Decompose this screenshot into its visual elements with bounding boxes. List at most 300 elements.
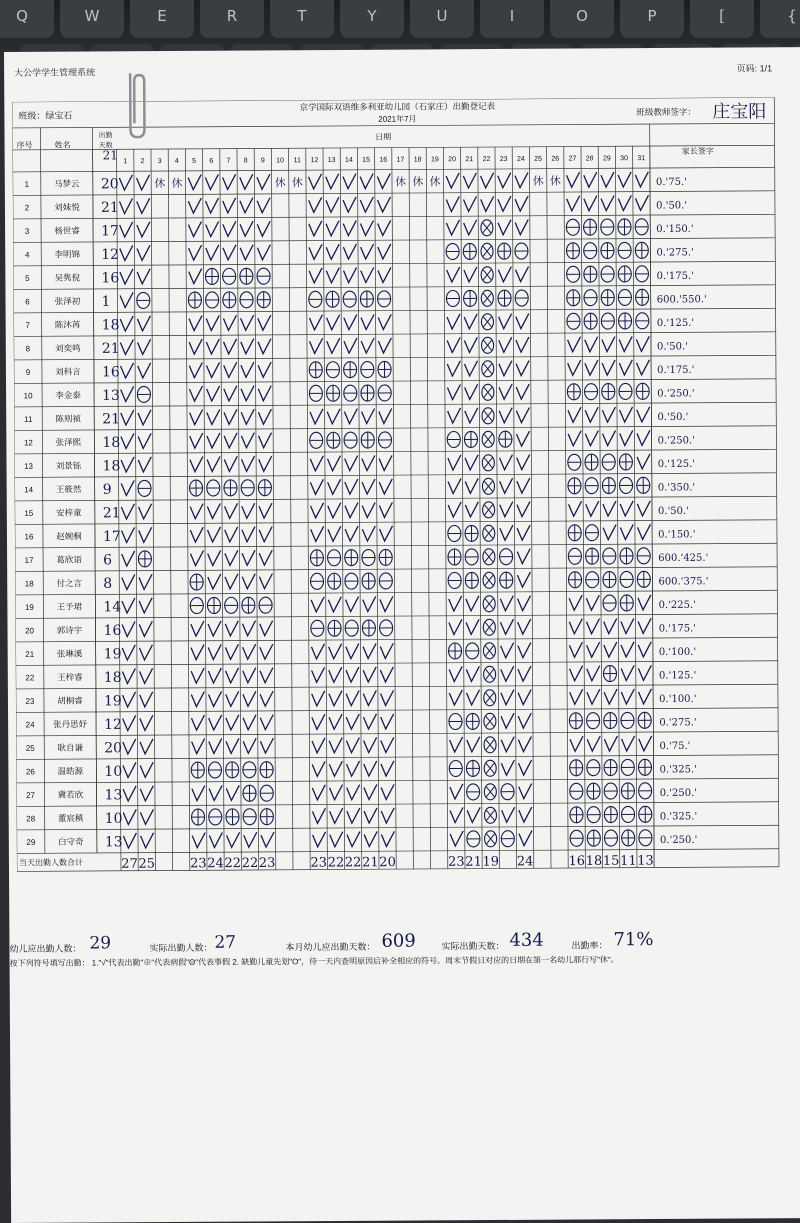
attendance-mark xyxy=(363,643,376,658)
check-mark xyxy=(309,174,322,189)
check-mark xyxy=(498,220,511,235)
check-mark xyxy=(120,339,133,354)
parent-signature: 0.'50.' xyxy=(656,200,688,212)
check-mark xyxy=(209,715,222,730)
student-number: 23 xyxy=(25,696,35,706)
attendance-mark xyxy=(207,386,220,401)
attendance-mark xyxy=(122,668,135,683)
attendance-mark xyxy=(311,597,324,612)
attendance-mark xyxy=(498,290,511,306)
attendance-mark xyxy=(450,737,463,752)
check-mark xyxy=(207,409,220,424)
check-mark xyxy=(518,737,531,752)
attendance-mark xyxy=(205,198,218,213)
attendance-mark xyxy=(259,456,272,471)
check-mark xyxy=(586,595,599,610)
check-mark xyxy=(260,738,273,753)
attendance-mark xyxy=(362,455,375,470)
attendance-days: 17 xyxy=(102,528,121,545)
attendance-mark xyxy=(500,478,513,493)
check-mark xyxy=(329,644,342,659)
student-name: 李金泰 xyxy=(55,390,81,401)
day-number: 6 xyxy=(209,157,214,165)
attendance-mark xyxy=(364,831,377,846)
check-mark xyxy=(584,172,597,187)
attendance-mark xyxy=(258,386,271,401)
daily-total-value: 27 xyxy=(121,856,138,872)
check-mark xyxy=(326,174,339,189)
attendance-mark xyxy=(638,595,651,610)
attendance-mark xyxy=(500,525,513,540)
attendance-mark xyxy=(191,715,204,730)
check-mark xyxy=(499,337,512,352)
check-mark xyxy=(189,339,202,354)
attendance-mark xyxy=(567,290,580,306)
attendance-mark xyxy=(312,667,325,682)
attendance-mark xyxy=(586,572,599,588)
day-number: 10 xyxy=(276,157,284,165)
attendance-mark xyxy=(620,501,633,516)
attendance-mark xyxy=(309,362,322,378)
daily-total-value: 24 xyxy=(207,856,224,872)
grid-line xyxy=(271,148,275,869)
attendance-mark xyxy=(140,809,153,824)
attendance-mark xyxy=(328,550,341,566)
attendance-mark xyxy=(499,408,512,423)
attendance-mark xyxy=(327,456,340,471)
check-mark xyxy=(635,195,648,210)
student-name: 付之言 xyxy=(56,578,83,589)
attendance-mark xyxy=(635,172,648,187)
attendance-mark xyxy=(587,642,600,657)
attendance-mark xyxy=(345,550,358,566)
attendance-mark xyxy=(327,338,340,353)
attendance-mark xyxy=(448,502,461,517)
attendance-mark xyxy=(568,360,581,375)
grid-line xyxy=(16,708,778,713)
grid-line xyxy=(16,731,778,736)
attendance-mark xyxy=(603,431,616,446)
student-number: 25 xyxy=(25,743,35,753)
attendance-mark xyxy=(260,738,273,753)
check-mark xyxy=(311,526,324,541)
student-number: 2 xyxy=(24,203,30,213)
day-number: 19 xyxy=(430,156,439,164)
attendance-mark xyxy=(621,618,634,633)
grid-line xyxy=(16,778,778,783)
attendance-mark xyxy=(190,527,203,542)
check-mark xyxy=(208,574,221,589)
attendance-days: 18 xyxy=(102,434,121,451)
check-mark xyxy=(329,714,342,729)
attendance-mark xyxy=(224,480,237,496)
attendance-mark xyxy=(343,174,356,189)
attendance-mark xyxy=(381,714,394,729)
attendance-mark xyxy=(191,668,204,683)
day-number: 30 xyxy=(620,155,628,163)
attendance-mark xyxy=(446,220,459,235)
attendance-mark xyxy=(568,478,581,494)
attendance-mark xyxy=(567,266,580,282)
attendance-mark xyxy=(466,713,479,729)
check-mark xyxy=(310,409,323,424)
attendance-mark xyxy=(311,526,324,541)
check-mark xyxy=(636,336,649,351)
attendance-mark xyxy=(481,290,493,306)
rest-day-mark: 休 xyxy=(171,176,183,190)
attendance-mark xyxy=(225,527,238,542)
student-name: 张琳溪 xyxy=(56,648,83,659)
check-mark xyxy=(622,736,635,751)
attendance-mark xyxy=(120,339,133,354)
grid-line xyxy=(17,849,779,854)
attendance-mark xyxy=(466,666,479,681)
check-mark xyxy=(501,690,514,705)
check-mark xyxy=(225,574,238,589)
check-mark xyxy=(140,762,153,777)
attendance-mark xyxy=(519,831,532,846)
attendance-mark xyxy=(604,830,617,846)
attendance-mark xyxy=(604,642,617,657)
attendance-mark xyxy=(381,761,394,776)
attendance-mark xyxy=(208,762,221,778)
attendance-mark xyxy=(226,762,239,778)
attendance-mark xyxy=(242,527,255,542)
attendance-mark xyxy=(449,596,462,611)
attendance-mark xyxy=(122,574,135,589)
attendance-mark xyxy=(566,219,579,235)
parent-signature: 0.'250.' xyxy=(659,834,698,847)
check-mark xyxy=(447,314,460,329)
attendance-mark xyxy=(362,502,375,517)
attendance-mark xyxy=(636,360,649,375)
attendance-mark xyxy=(378,267,391,282)
check-mark xyxy=(224,386,237,401)
attendance-mark xyxy=(361,267,374,282)
check-mark xyxy=(257,198,270,213)
rest-day-mark: 休 xyxy=(395,175,407,189)
check-mark xyxy=(570,689,583,704)
attendance-mark xyxy=(568,431,581,446)
check-mark xyxy=(242,550,255,565)
student-number: 21 xyxy=(25,649,35,659)
grid-line xyxy=(16,755,778,760)
attendance-mark xyxy=(329,714,342,729)
parent-signature: 0.'250.' xyxy=(659,787,698,800)
attendance-mark xyxy=(518,619,531,634)
check-mark xyxy=(209,691,222,706)
attendance-mark xyxy=(618,195,631,210)
check-mark xyxy=(224,433,237,448)
attendance-mark xyxy=(501,831,514,847)
keyboard-key: [ xyxy=(690,0,754,38)
attendance-mark xyxy=(620,548,633,564)
attendance-mark xyxy=(224,409,237,424)
check-mark xyxy=(123,786,136,801)
attendance-mark xyxy=(138,551,151,567)
attendance-mark xyxy=(515,243,528,259)
check-mark xyxy=(378,314,391,329)
check-mark xyxy=(120,269,133,284)
attendance-mark xyxy=(343,244,356,259)
day-number: 11 xyxy=(293,157,301,165)
attendance-mark xyxy=(380,620,393,636)
attendance-mark xyxy=(364,784,377,799)
check-mark xyxy=(381,714,394,729)
check-mark xyxy=(379,408,392,423)
attendance-mark xyxy=(464,267,477,282)
attendance-mark xyxy=(570,807,583,823)
check-mark xyxy=(362,479,375,494)
check-mark xyxy=(519,784,532,799)
check-mark xyxy=(243,668,256,683)
check-mark xyxy=(498,173,511,188)
check-mark xyxy=(329,691,342,706)
check-mark xyxy=(243,691,256,706)
attendance-mark xyxy=(622,736,635,751)
attendance-mark xyxy=(226,738,239,753)
check-mark xyxy=(498,267,511,282)
grid-line xyxy=(14,355,776,360)
check-mark xyxy=(500,502,513,517)
check-mark xyxy=(141,833,154,848)
check-mark xyxy=(191,621,204,636)
attendance-mark xyxy=(344,385,357,401)
check-mark xyxy=(498,196,511,211)
attendance-mark xyxy=(244,832,257,847)
attendance-mark xyxy=(620,595,633,611)
attendance-mark xyxy=(362,526,375,541)
attendance-mark xyxy=(621,665,634,680)
check-mark xyxy=(138,457,151,472)
attendance-mark xyxy=(188,198,201,213)
check-mark xyxy=(225,550,238,565)
attendance-mark xyxy=(243,691,256,706)
attendance-mark xyxy=(326,362,339,378)
attendance-mark xyxy=(448,572,461,588)
attendance-mark xyxy=(137,316,150,331)
check-mark xyxy=(257,245,270,260)
attendance-mark xyxy=(378,361,391,377)
attendance-mark xyxy=(138,339,151,354)
grid-line xyxy=(134,149,138,870)
attendance-days: 14 xyxy=(103,599,122,616)
check-mark xyxy=(569,501,582,516)
attendance-mark xyxy=(483,619,495,635)
attendance-mark xyxy=(380,667,393,682)
check-mark xyxy=(568,337,581,352)
daily-total-value: 22 xyxy=(344,855,362,871)
check-mark xyxy=(312,738,325,753)
check-mark xyxy=(448,502,461,517)
check-mark xyxy=(258,409,271,424)
check-mark xyxy=(567,196,580,211)
check-mark xyxy=(243,715,256,730)
student-name: 马梦云 xyxy=(54,178,80,189)
check-mark xyxy=(381,831,394,846)
attendance-mark xyxy=(240,221,253,236)
student-number: 20 xyxy=(25,626,35,636)
attendance-mark xyxy=(482,408,494,424)
keyboard-key: { xyxy=(760,0,800,38)
check-mark xyxy=(569,619,582,634)
attendance-mark xyxy=(517,549,530,564)
attendance-mark xyxy=(465,502,478,517)
check-mark xyxy=(517,525,530,540)
attendance-mark xyxy=(567,172,580,187)
attendance-mark xyxy=(604,807,617,823)
attendance-mark xyxy=(587,830,600,846)
attendance-mark xyxy=(241,362,254,377)
attendance-mark xyxy=(122,645,135,660)
day-number: 23 xyxy=(499,155,508,163)
attendance-mark xyxy=(191,621,204,636)
check-mark xyxy=(637,454,650,469)
check-mark xyxy=(515,196,528,211)
attendance-mark xyxy=(447,384,460,399)
attendance-mark xyxy=(242,574,255,589)
attendance-mark xyxy=(638,642,651,657)
attendance-days: 12 xyxy=(104,716,122,733)
check-mark xyxy=(241,456,254,471)
check-mark xyxy=(240,221,253,236)
attendance-mark xyxy=(567,313,580,329)
attendance-mark xyxy=(587,689,600,704)
check-mark xyxy=(446,173,459,188)
check-mark xyxy=(343,197,356,212)
attendance-mark xyxy=(258,315,271,330)
attendance-mark xyxy=(226,809,239,825)
check-mark xyxy=(326,268,339,283)
attendance-mark xyxy=(207,456,220,471)
check-mark xyxy=(637,524,650,539)
attendance-mark xyxy=(464,290,477,306)
check-mark xyxy=(603,501,616,516)
check-mark xyxy=(518,713,531,728)
check-mark xyxy=(364,737,377,752)
attendance-mark xyxy=(501,784,514,800)
attendance-mark xyxy=(260,668,273,683)
check-mark xyxy=(191,668,204,683)
attendance-mark xyxy=(241,456,254,471)
check-mark xyxy=(139,504,152,519)
check-mark xyxy=(381,808,394,823)
attendance-mark xyxy=(585,360,598,375)
col-days-header: 出勤 xyxy=(98,132,113,140)
attendance-mark xyxy=(326,268,339,283)
attendance-mark xyxy=(361,338,374,353)
check-mark xyxy=(501,737,514,752)
day-number: 24 xyxy=(516,155,525,163)
check-mark xyxy=(464,267,477,282)
attendance-mark xyxy=(639,830,652,846)
grid-line xyxy=(13,238,775,243)
attendance-mark xyxy=(345,573,358,589)
parent-signature: 0.'100.' xyxy=(658,646,697,659)
check-mark xyxy=(137,316,150,331)
attendance-mark xyxy=(465,408,478,423)
teacher-label: 班级教师签字： xyxy=(636,106,696,118)
attendance-mark xyxy=(209,715,222,730)
attendance-mark xyxy=(466,760,479,776)
attendance-mark xyxy=(450,831,463,846)
attendance-mark xyxy=(188,222,201,237)
attendance-mark xyxy=(209,809,222,825)
check-mark xyxy=(518,643,531,658)
attendance-mark xyxy=(380,596,393,611)
attendance-mark xyxy=(601,172,614,187)
daily-total-label: 当天出勤人数合计 xyxy=(18,858,83,868)
daily-total-value: 11 xyxy=(620,853,637,869)
check-mark xyxy=(516,361,529,376)
attendance-mark xyxy=(121,480,134,495)
check-mark xyxy=(449,596,462,611)
check-mark xyxy=(587,736,600,751)
attendance-mark xyxy=(500,619,513,634)
check-mark xyxy=(223,221,236,236)
day-number: 17 xyxy=(396,156,405,164)
attendance-mark xyxy=(257,268,270,284)
attendance-mark xyxy=(347,832,360,847)
attendance-mark xyxy=(570,760,583,776)
rest-day-mark: 休 xyxy=(412,175,424,189)
check-mark xyxy=(587,666,600,681)
check-mark xyxy=(192,786,205,801)
attendance-mark xyxy=(206,221,219,236)
rate-value: 71% xyxy=(613,929,654,951)
check-mark xyxy=(206,245,219,260)
grid-line xyxy=(16,661,778,666)
attendance-mark xyxy=(223,292,236,308)
attendance-mark xyxy=(584,196,597,211)
attendance-mark xyxy=(329,667,342,682)
attendance-mark xyxy=(121,363,134,378)
check-mark xyxy=(604,619,617,634)
check-mark xyxy=(361,314,374,329)
attendance-mark xyxy=(379,479,392,494)
student-name: 李明锦 xyxy=(54,249,81,260)
student-name: 董宸稹 xyxy=(57,813,84,824)
attendance-mark xyxy=(586,501,599,516)
student-name: 赵婉桐 xyxy=(56,531,82,542)
attendance-mark xyxy=(309,174,322,189)
daily-total-value: 25 xyxy=(138,856,156,872)
check-mark xyxy=(139,598,152,613)
attendance-mark xyxy=(224,456,237,471)
attendance-mark xyxy=(517,502,530,517)
attendance-mark xyxy=(602,337,615,352)
attendance-mark xyxy=(515,196,528,211)
attendance-mark xyxy=(309,197,322,212)
student-number: 28 xyxy=(26,814,36,824)
check-mark xyxy=(466,596,479,611)
check-mark xyxy=(226,691,239,706)
check-mark xyxy=(121,386,134,401)
attendance-mark xyxy=(344,362,357,378)
check-mark xyxy=(139,574,152,589)
attendance-mark xyxy=(587,807,600,823)
attendance-mark xyxy=(327,385,340,401)
check-mark xyxy=(240,245,253,260)
attendance-mark xyxy=(465,478,478,493)
grid-line xyxy=(13,261,775,266)
attendance-mark xyxy=(189,386,202,401)
attendance-mark xyxy=(481,220,493,236)
parent-signature: 0.'250.' xyxy=(657,435,695,447)
attendance-mark xyxy=(345,620,358,636)
check-mark xyxy=(450,831,463,846)
attendance-mark xyxy=(638,712,651,728)
